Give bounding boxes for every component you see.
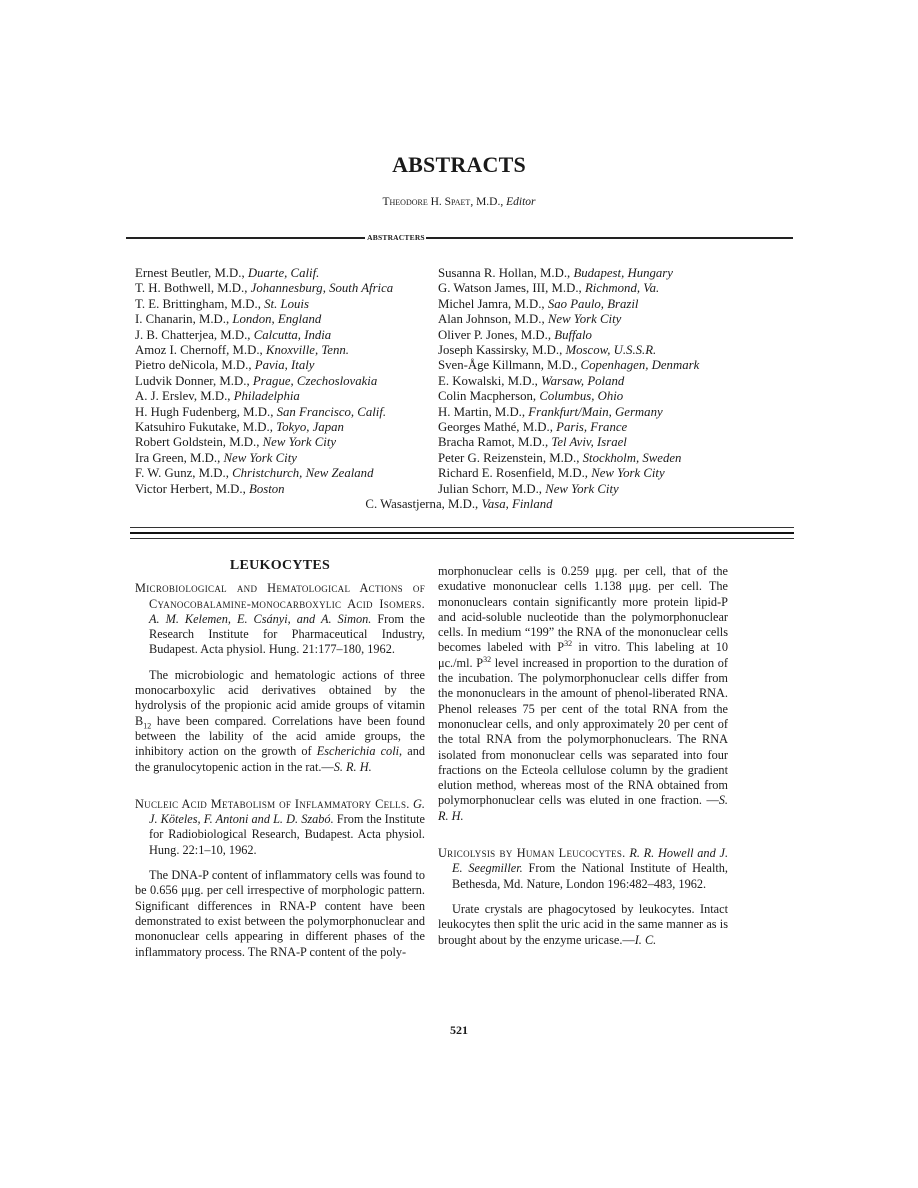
section-divider-middle bbox=[130, 532, 794, 534]
abstracter-name: H. Martin, M.D., bbox=[438, 404, 526, 419]
abstracter-entry bbox=[135, 466, 393, 481]
abstracter-entry bbox=[135, 435, 393, 450]
abstracter-entry bbox=[438, 343, 699, 358]
abstracter-name: E. Kowalski, M.D., bbox=[438, 373, 538, 388]
abstracter-entry bbox=[438, 374, 699, 389]
species-name: Escherichia coli bbox=[316, 744, 400, 759]
abstract-signature: S. R. H. bbox=[438, 793, 728, 823]
article-abstract-continued bbox=[438, 564, 728, 824]
abstracter-name: A. J. Erslev, M.D., bbox=[135, 389, 231, 404]
article-abstract bbox=[135, 868, 425, 960]
abstracter-name: Robert Goldstein, M.D., bbox=[135, 435, 260, 450]
abstract-signature: S. R. H. bbox=[333, 759, 372, 774]
article-abstract bbox=[438, 902, 728, 948]
abstracter-name: Peter G. Reizenstein, M.D., bbox=[438, 450, 580, 465]
abstracter-name: Joseph Kassirsky, M.D., bbox=[438, 343, 563, 358]
abstracter-entry bbox=[135, 281, 393, 296]
abstracter-entry bbox=[135, 420, 393, 435]
article-source: From the Research Institute for Pharmaceutical Industry, Budapest. Acta physiol. Hung. 21:177–180, 1962. bbox=[149, 611, 425, 657]
abstracter-entry bbox=[438, 482, 699, 497]
abstracter-location: Copenhagen, Denmark bbox=[580, 358, 700, 373]
page-title: ABSTRACTS bbox=[392, 152, 526, 177]
abstracter-entry bbox=[438, 420, 699, 435]
superscript: 32 bbox=[483, 654, 492, 664]
abstracter-location: New York City bbox=[591, 466, 665, 481]
rule-left bbox=[126, 237, 365, 239]
abstracter-location: Christchurch, New Zealand bbox=[232, 466, 374, 481]
editor-name: Theodore H. Spaet, M.D., bbox=[382, 196, 504, 208]
abstracter-entry bbox=[135, 374, 393, 389]
abstracter-name: Victor Herbert, M.D., bbox=[135, 481, 246, 496]
abstract-text: have been compared. Correlations have been found between the lability of the acid amide groups, the inhibitory action on the growth of bbox=[135, 713, 425, 759]
abstracter-name: T. E. Brittingham, M.D., bbox=[135, 296, 261, 311]
abstracter-entry bbox=[438, 312, 699, 327]
abstracter-location: Knoxville, Tenn. bbox=[265, 343, 349, 358]
text-column-left bbox=[135, 558, 425, 982]
abstract-text: in vitro. This labeling at 10 μc./ml. P bbox=[438, 640, 729, 670]
abstract-signature: I. C. bbox=[634, 932, 657, 947]
article-abstract bbox=[135, 668, 425, 775]
editor-line bbox=[0, 196, 918, 208]
abstracters-list-left bbox=[135, 266, 393, 497]
abstracter-location: Paris, France bbox=[556, 420, 628, 435]
abstracter-entry bbox=[438, 358, 699, 373]
abstract-text: The DNA-P content of inflammatory cells was found to be 0.656 μμg. per cell irrespective of morphologic pattern. Significant differences in RNA-P content have been demonstrated to exist between the polymorphonuclear and mononuclear cells appearing in different phases of the inflammatory process. The RNA-P content of the poly- bbox=[135, 868, 425, 959]
editor-role: Editor bbox=[506, 196, 536, 208]
abstracter-location: Frankfurt/Main, Germany bbox=[528, 404, 663, 419]
abstract-text: The microbiologic and hematologic actions of three monocarboxylic acid derivatives obtained by the hydrolysis of the propionic acid amide groups of vitamin B bbox=[135, 667, 425, 728]
abstracter-location: Tel Aviv, Israel bbox=[551, 435, 627, 450]
abstracter-entry bbox=[438, 405, 699, 420]
abstracter-location: Moscow, U.S.S.R. bbox=[565, 343, 657, 358]
abstracter-location: Budapest, Hungary bbox=[573, 266, 673, 280]
section-divider-top bbox=[130, 527, 794, 528]
abstracter-location: Boston bbox=[249, 481, 285, 496]
article-citation bbox=[135, 797, 425, 858]
article-citation bbox=[438, 846, 728, 892]
abstract-text: , and the granulocytopenic action in the rat.— bbox=[135, 744, 426, 774]
abstracter-location: Philadelphia bbox=[233, 389, 300, 404]
abstracter-location: San Francisco, Calif. bbox=[276, 404, 387, 419]
abstracter-name: Sven-Åge Killmann, M.D., bbox=[438, 358, 578, 373]
abstracter-entry bbox=[438, 266, 699, 281]
abstracter-name: Colin Macpherson, bbox=[438, 389, 537, 404]
abstracter-entry bbox=[135, 343, 393, 358]
abstracter-location: Sao Paulo, Brazil bbox=[547, 296, 639, 311]
abstracter-location: Calcutta, India bbox=[253, 327, 332, 342]
abstracter-name: Ludvik Donner, M.D., bbox=[135, 373, 250, 388]
abstracter-entry bbox=[135, 451, 393, 466]
abstracter-entry bbox=[438, 466, 699, 481]
abstracter-name: Amoz I. Chernoff, M.D., bbox=[135, 343, 263, 358]
abstracter-name: G. Watson James, III, M.D., bbox=[438, 281, 582, 296]
abstracters-label: ABSTRACTERS bbox=[367, 233, 425, 242]
abstracter-entry bbox=[438, 328, 699, 343]
abstracter-location: Johannesburg, South Africa bbox=[250, 281, 394, 296]
article-title: Microbiological and Hematological Actions of Cyanocobalamine-monocarboxylic Acid Isomers. bbox=[135, 581, 425, 611]
article-title: Nucleic Acid Metabolism of Inflammatory Cells. bbox=[135, 796, 410, 811]
abstracter-entry bbox=[438, 281, 699, 296]
section-divider-bottom bbox=[130, 538, 794, 539]
abstracters-divider bbox=[126, 232, 793, 244]
abstract-text: level increased in proportion to the duration of the incubation. The polymorphonuclear cells differ from the mononuclears in the amount of phenol-liberated RNA. Phenol releases 75 per cent of the total RNA from the mononuclear cells, and only approximately 20 per cent of the total RNA from the polymorphonuclears. The RNA isolated from mononuclear cells was separated into four fractions on the Ecteola cellulose column by the gradient elution method, whereas most of the RNA obtained from polymorphonuclear cells was eluted in one fraction. — bbox=[438, 655, 728, 808]
abstracter-entry bbox=[135, 297, 393, 312]
abstracter-name: Susanna R. Hollan, M.D., bbox=[438, 266, 571, 280]
section-heading: LEUKOCYTES bbox=[229, 558, 331, 573]
abstracter-name: Oliver P. Jones, M.D., bbox=[438, 327, 552, 342]
abstracter-location: Stockholm, Sweden bbox=[582, 450, 682, 465]
abstracter-name: Katsuhiro Fukutake, M.D., bbox=[135, 420, 273, 435]
abstracter-name: I. Chanarin, M.D., bbox=[135, 312, 230, 327]
article-authors: R. R. Howell and J. E. Seegmiller. bbox=[452, 846, 729, 876]
abstracter-location: New York City bbox=[262, 435, 337, 450]
abstracter-location: Columbus, Ohio bbox=[539, 389, 624, 404]
abstracter-name: Ira Green, M.D., bbox=[135, 450, 221, 465]
abstracter-name: J. B. Chatterjea, M.D., bbox=[135, 327, 251, 342]
abstracter-name: C. Wasastjerna, M.D., bbox=[365, 497, 479, 511]
abstracter-name: Ernest Beutler, M.D., bbox=[135, 266, 245, 280]
abstracter-entry bbox=[438, 389, 699, 404]
abstracter-location: St. Louis bbox=[264, 296, 309, 311]
abstracter-location: Pavia, Italy bbox=[254, 358, 315, 373]
abstracter-name: Julian Schorr, M.D., bbox=[438, 481, 542, 496]
abstracter-location: New York City bbox=[547, 312, 622, 327]
abstracter-entry bbox=[438, 297, 699, 312]
abstracter-location: Buffalo bbox=[554, 327, 592, 342]
article-authors: G. J. Köteles, F. Antoni and L. D. Szabó. bbox=[149, 796, 426, 827]
abstracter-entry bbox=[135, 389, 393, 404]
page-number: 521 bbox=[450, 1023, 468, 1037]
abstracter-entry bbox=[135, 312, 393, 327]
article-title: Uricolysis by Human Leucocytes. bbox=[438, 846, 626, 861]
abstracter-entry bbox=[135, 358, 393, 373]
text-column-right bbox=[438, 564, 728, 970]
abstracters-list-right bbox=[438, 266, 699, 497]
abstracter-name: Richard E. Rosenfield, M.D., bbox=[438, 466, 588, 481]
abstracter-location: Vasa, Finland bbox=[481, 497, 553, 511]
abstracter-entry bbox=[135, 328, 393, 343]
abstracter-entry bbox=[135, 266, 393, 281]
article-source: From the National Institute of Health, Bethesda, Md. Nature, London 196:482–483, 1962. bbox=[452, 861, 729, 891]
abstracter-name: F. W. Gunz, M.D., bbox=[135, 466, 229, 481]
abstracter-name: Bracha Ramot, M.D., bbox=[438, 435, 549, 450]
article-citation bbox=[135, 581, 425, 657]
abstracter-entry bbox=[135, 482, 393, 497]
abstracter-entry bbox=[135, 405, 393, 420]
abstracter-location: London, England bbox=[232, 312, 322, 327]
superscript: 32 bbox=[564, 639, 573, 649]
abstracter-name: H. Hugh Fudenberg, M.D., bbox=[135, 404, 274, 419]
abstracter-location: Prague, Czechoslovakia bbox=[252, 373, 378, 388]
abstract-text: Urate crystals are phagocytosed by leukocytes. Intact leukocytes then split the uric acid in the same manner as is brought about by the enzyme uricase.— bbox=[438, 901, 728, 947]
article-authors: A. M. Kelemen, E. Csányi, and A. Simon. bbox=[149, 611, 372, 626]
abstracter-location: New York City bbox=[545, 481, 619, 496]
abstracter-entry bbox=[438, 435, 699, 450]
abstracter-entry bbox=[438, 451, 699, 466]
abstracter-location: Duarte, Calif. bbox=[247, 266, 320, 280]
rule-right bbox=[426, 237, 793, 239]
abstracter-name: Pietro deNicola, M.D., bbox=[135, 358, 252, 373]
abstracter-location: New York City bbox=[223, 450, 297, 465]
abstracter-location: Tokyo, Japan bbox=[276, 420, 344, 435]
abstracter-name: Michel Jamra, M.D., bbox=[438, 296, 545, 311]
abstract-text: morphonuclear cells is 0.259 μμg. per cell, that of the exudative mononuclear cells 1.138 μμg. per cell. The mononuclears contain significantly more protein lipid-P and acid-soluble nucleotide than the polymorphonuclear cells. In medium “199” the RNA of the mononuclear cells becomes labeled with P bbox=[438, 564, 728, 655]
abstracter-centered bbox=[0, 497, 918, 512]
abstracter-name: Georges Mathé, M.D., bbox=[438, 420, 553, 435]
subscript: 12 bbox=[143, 721, 152, 731]
article-source: From the Institute for Radiobiological Research, Budapest. Acta physiol. Hung. 22:1–10, 1962. bbox=[149, 812, 425, 857]
abstracter-location: Richmond, Va. bbox=[584, 281, 660, 296]
abstracter-name: Alan Johnson, M.D., bbox=[438, 312, 545, 327]
abstracter-name: T. H. Bothwell, M.D., bbox=[135, 281, 248, 296]
abstracter-location: Warsaw, Poland bbox=[541, 373, 625, 388]
